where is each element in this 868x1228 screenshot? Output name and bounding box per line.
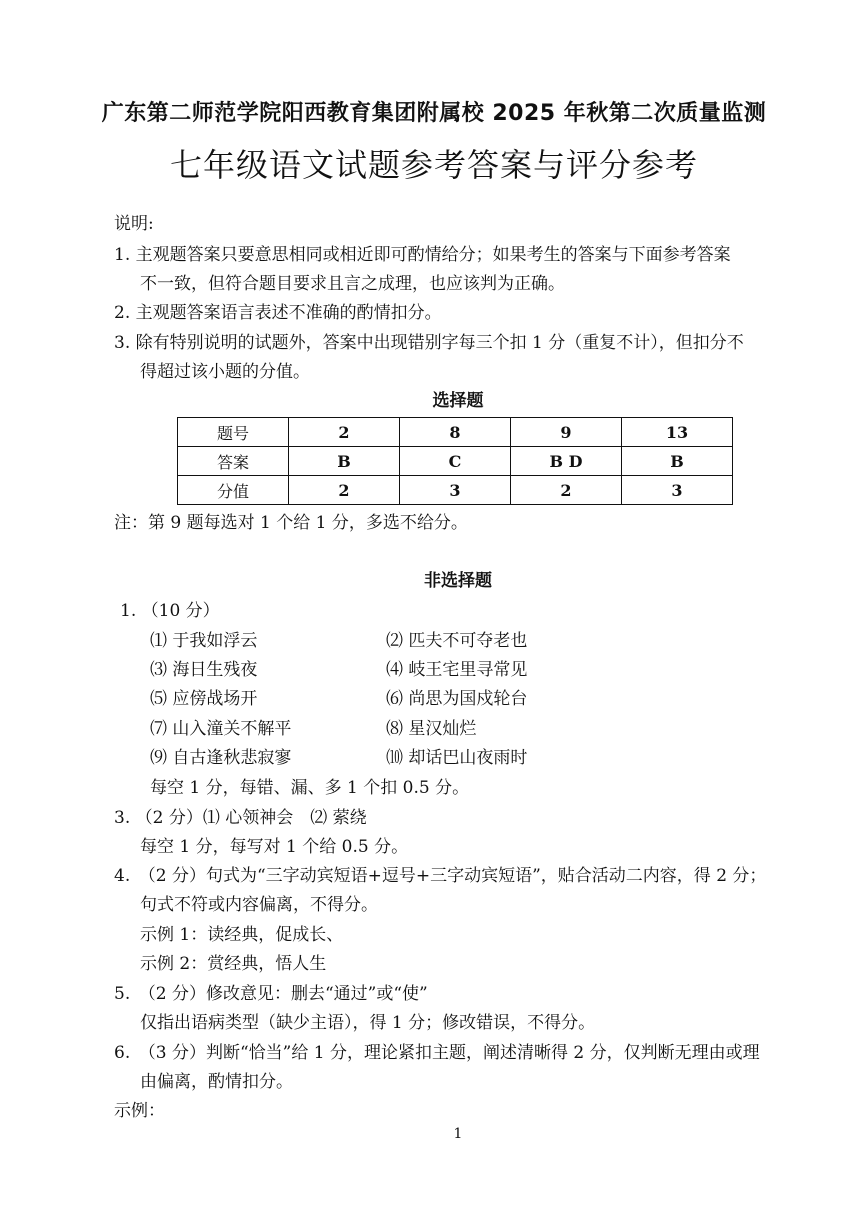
q4-example-2: 示例 2：赏经典，悟人生 xyxy=(140,954,327,974)
document-title: 七年级语文试题参考答案与评分参考 xyxy=(169,146,698,184)
q6-heading: 6. （3 分）判断“恰当”给 1 分，理论紧扣主题，阐述清晰得 2 分，仅判断无理由或理 xyxy=(114,1043,760,1063)
choice-note: 注：第 9 题每选对 1 个给 1 分，多选不给分。 xyxy=(114,513,468,533)
page-number: 1 xyxy=(453,1126,463,1142)
q5-cont: 仅指出语病类型（缺少主语），得 1 分；修改错误，不得分。 xyxy=(140,1013,596,1033)
table-cell: 3 xyxy=(622,476,733,505)
table-row xyxy=(178,476,733,505)
table-cell: 9 xyxy=(511,418,622,447)
q1-answer-6: ⑹ 尚思为国戍轮台 xyxy=(386,689,528,709)
note-1-cont: 不一致，但符合题目要求且言之成理，也应该判为正确。 xyxy=(140,274,565,294)
table-cell: C xyxy=(400,447,511,476)
table-row xyxy=(178,447,733,476)
choice-answer-table xyxy=(177,417,733,505)
table-cell: 2 xyxy=(511,476,622,505)
example-label: 示例： xyxy=(114,1101,165,1121)
table-cell: 8 xyxy=(400,418,511,447)
q1-answer-1: ⑴ 于我如浮云 xyxy=(150,631,258,651)
q1-answer-3: ⑶ 海日生残夜 xyxy=(150,660,258,680)
q4-cont: 句式不符或内容偏离，不得分。 xyxy=(140,895,378,915)
row-label: 题号 xyxy=(178,418,289,447)
q1-scoring: 每空 1 分，每错、漏、多 1 个扣 0.5 分。 xyxy=(150,778,470,798)
note-3-cont: 得超过该小题的分值。 xyxy=(140,362,310,382)
q1-answer-5: ⑸ 应傍战场开 xyxy=(150,689,258,709)
q1-answer-2: ⑵ 匹夫不可夺老也 xyxy=(386,631,528,651)
table-cell: B xyxy=(622,447,733,476)
table-cell: 2 xyxy=(289,418,400,447)
choice-heading: 选择题 xyxy=(432,391,484,411)
q1-answer-8: ⑻ 星汉灿烂 xyxy=(386,719,477,739)
q1-answer-10: ⑽ 却话巴山夜雨时 xyxy=(386,748,528,768)
q1-answer-4: ⑷ 岐王宅里寻常见 xyxy=(386,660,528,680)
table-cell: 2 xyxy=(289,476,400,505)
table-row xyxy=(178,418,733,447)
q3-heading: 3. （2 分）⑴ 心领神会 ⑵ 萦绕 xyxy=(114,808,367,828)
q1-heading: 1. （10 分） xyxy=(120,601,220,621)
q1-answer-9: ⑼ 自古逢秋悲寂寥 xyxy=(150,748,292,768)
table-cell: 13 xyxy=(622,418,733,447)
note-1: 1. 主观题答案只要意思相同或相近即可酌情给分；如果考生的答案与下面参考答案 xyxy=(114,245,731,265)
row-label: 分值 xyxy=(178,476,289,505)
table-cell: 3 xyxy=(400,476,511,505)
table-cell: B D xyxy=(511,447,622,476)
table-cell: B xyxy=(289,447,400,476)
q4-heading: 4. （2 分）句式为“三字动宾短语+逗号+三字动宾短语”，贴合活动二内容，得 2 分； xyxy=(114,866,767,886)
q3-scoring: 每空 1 分，每写对 1 个给 0.5 分。 xyxy=(140,837,409,857)
q4-example-1: 示例 1：读经典，促成长、 xyxy=(140,925,344,945)
q6-cont: 由偏离，酌情扣分。 xyxy=(140,1072,293,1092)
q5-heading: 5. （2 分）修改意见：删去“通过”或“使” xyxy=(114,984,428,1004)
note-3: 3. 除有特别说明的试题外，答案中出现错别字每三个扣 1 分（重复不计），但扣分不 xyxy=(114,333,744,353)
note-2: 2. 主观题答案语言表述不准确的酌情扣分。 xyxy=(114,303,442,323)
q1-answer-7: ⑺ 山入潼关不解平 xyxy=(150,719,292,739)
nonchoice-heading: 非选择题 xyxy=(424,571,492,591)
row-label: 答案 xyxy=(178,447,289,476)
notes-heading: 说明: xyxy=(114,214,154,234)
exam-title: 广东第二师范学院阳西教育集团附属校 2025 年秋第二次质量监测 xyxy=(101,101,767,126)
